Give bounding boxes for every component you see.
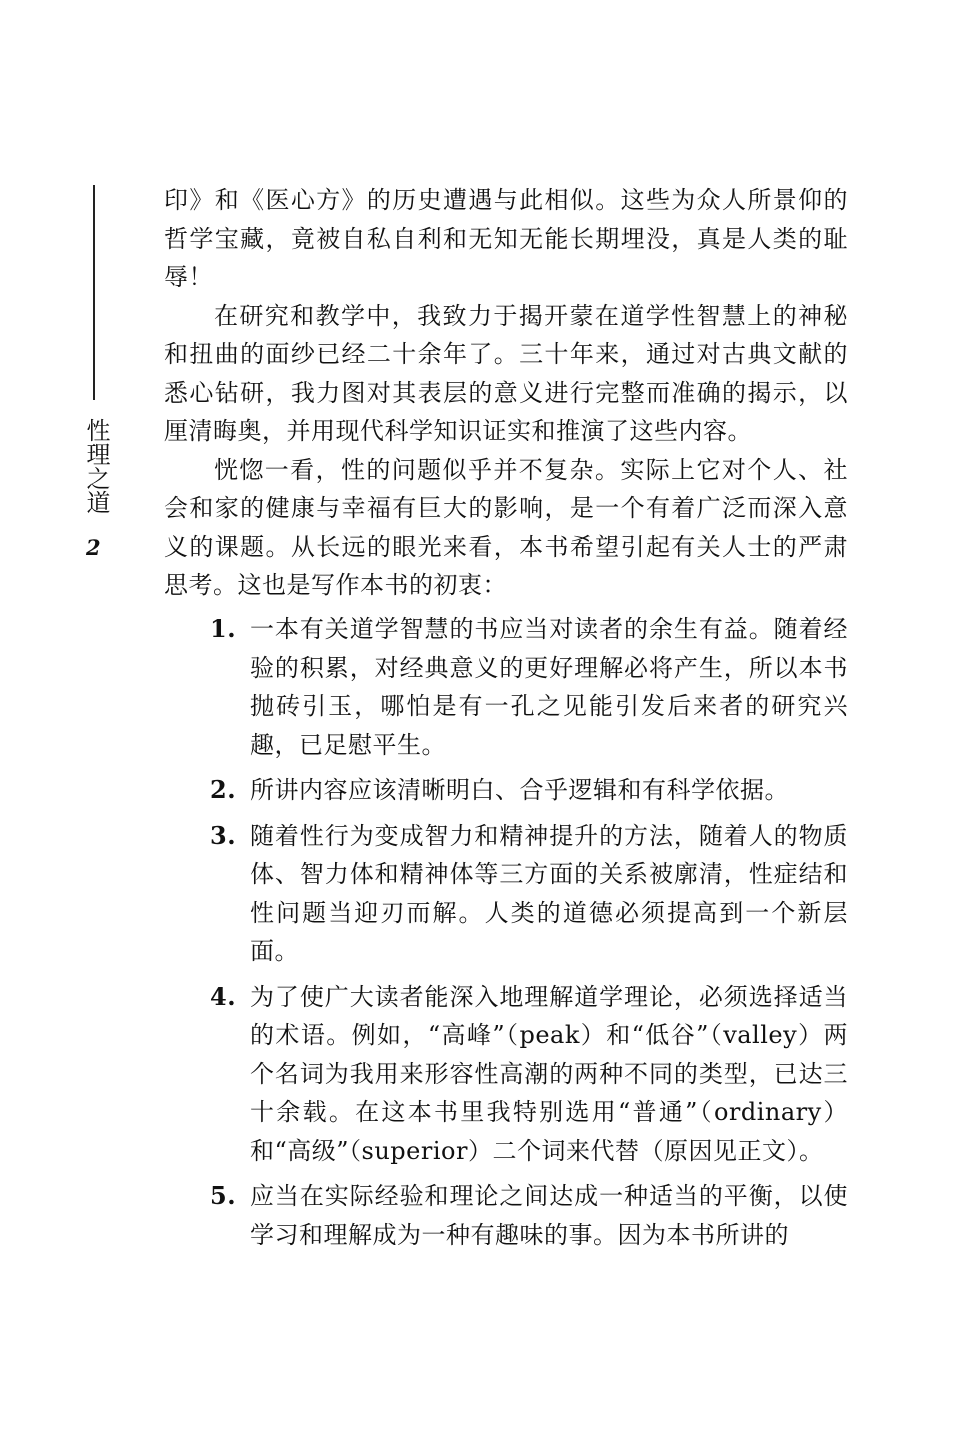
body-text xyxy=(164,181,848,605)
list-text: 所讲内容应该清晰明白、合乎逻辑和有科学依据。 xyxy=(250,776,789,804)
list-text: 为了使广大读者能深入地理解道学理论，必须选择适当的术语。例如，“高峰”（peak）和“低谷”（valley）两个名词为我用来形容性高潮的两种不同的类型，已达三十余载。在这本书里我特别选用“普通”（ordinary）和“高级”（superior）二个词来代替（原因见正文）。 xyxy=(250,982,848,1165)
list-item xyxy=(210,610,848,764)
list-number: 2. xyxy=(210,775,237,804)
list-item xyxy=(210,771,848,810)
list-number: 5. xyxy=(210,1181,237,1210)
numbered-list xyxy=(210,610,848,1261)
paragraph: 恍惚一看，性的问题似乎并不复杂。实际上它对个人、社会和家的健康与幸福有巨大的影响，是一个有着广泛而深入意义的课题。从长远的眼光来看，本书希望引起有关人士的严肃思考。这也是写作本书的初衷： xyxy=(164,455,848,599)
list-text: 一本有关道学智慧的书应当对读者的余生有益。随着经验的积累，对经典意义的更好理解必将产生，所以本书抛砖引玉，哪怕是有一孔之见能引发后来者的研究兴趣，已足慰平生。 xyxy=(250,615,848,759)
list-item xyxy=(210,978,848,1171)
list-item xyxy=(210,817,848,971)
paragraph: 印》和《医心方》的历史遭遇与此相似。这些为众人所景仰的哲学宝藏，竟被自私自利和无知无能长期埋没，真是人类的耻辱！ xyxy=(164,186,848,291)
margin-rule xyxy=(93,185,95,400)
list-number: 1. xyxy=(210,614,237,643)
list-number: 4. xyxy=(210,981,237,1011)
running-title: 性理之道 xyxy=(82,418,110,514)
page-number: 2 xyxy=(86,535,101,560)
list-number: 3. xyxy=(210,820,237,850)
list-item xyxy=(210,1177,848,1254)
list-text: 应当在实际经验和理论之间达成一种适当的平衡，以使学习和理解成为一种有趣味的事。因为本书所讲的 xyxy=(250,1182,848,1249)
paragraph: 在研究和教学中，我致力于揭开蒙在道学性智慧上的神秘和扭曲的面纱已经二十余年了。三十年来，通过对古典文献的悉心钻研，我力图对其表层的意义进行完整而准确的揭示，以厘清晦奥，并用现代科学知识证实和推演了这些内容。 xyxy=(164,301,848,445)
list-text: 随着性行为变成智力和精神提升的方法，随着人的物质体、智力体和精神体等三方面的关系被廓清，性症结和性问题当迎刃而解。人类的道德必须提高到一个新层面。 xyxy=(250,821,848,965)
